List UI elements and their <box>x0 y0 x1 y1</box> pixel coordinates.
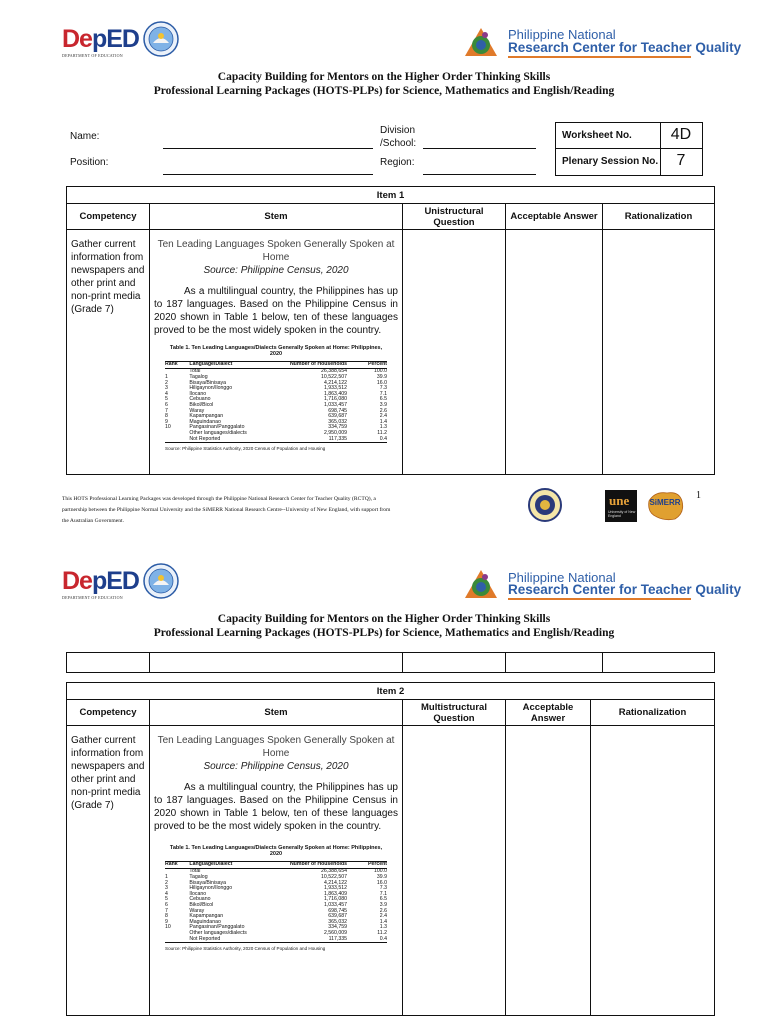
language-table-cell-percent: 6.5 <box>379 396 387 403</box>
item2-header-question: Multistructural Question <box>403 700 506 726</box>
language-table-cell-rank: 10 <box>165 424 171 431</box>
document-title <box>0 70 768 98</box>
language-table-cell-language: Kapampangan <box>189 913 224 920</box>
rctq-name-line1: Philippine National <box>508 27 616 42</box>
item1-stem-source: Source: Philippine Census, 2020 <box>203 265 349 276</box>
language-table-cell-percent: 2.6 <box>379 407 387 414</box>
item1-title: Item 1 <box>67 187 715 204</box>
item2-language-table <box>165 845 387 953</box>
language-table-cell-percent: 16.0 <box>376 879 387 886</box>
item2-table <box>66 682 715 1016</box>
item1-stem-paragraph: As a multilingual country, the Philippines has up to 187 languages. Based on the Philippine Census in 2020 shown in Table 1 below, ten of these languages proved to be the most widely spoken in the country. <box>154 286 398 336</box>
language-table-cell-rank: 8 <box>165 913 168 920</box>
language-table-cell-language: Waray <box>189 407 205 414</box>
rctq-name-line2: Research Center for Teacher Quality <box>508 582 742 597</box>
language-table-cell-percent: 7.1 <box>379 390 387 397</box>
item1-header-question: Unistructural Question <box>403 204 506 230</box>
item1-question-cell[interactable] <box>403 230 506 475</box>
language-table-cell-households: 698,745 <box>328 407 348 414</box>
language-table-cell-households: 26,388,654 <box>321 368 348 375</box>
language-table-cell-percent: 1.3 <box>379 924 387 931</box>
language-table-cell-language: Bikol/Bicol <box>189 401 214 408</box>
page-2 <box>0 548 768 1024</box>
language-table-cell-rank <box>165 937 189 943</box>
rctq-underline <box>508 56 691 58</box>
session-value: 7 <box>676 152 686 169</box>
language-table-cell-rank: 3 <box>165 885 168 892</box>
deped-seal-icon <box>143 563 179 599</box>
item2-title: Item 2 <box>67 683 715 700</box>
language-table-cell-percent: 2.4 <box>379 913 387 920</box>
item2-question-cell[interactable] <box>403 726 506 1016</box>
language-table-cell-households: 639,687 <box>328 413 348 420</box>
worksheet-box-divider <box>555 148 702 149</box>
language-table-cell-households: 10,522,507 <box>321 374 348 380</box>
language-table-cell-rank: 4 <box>165 390 168 397</box>
language-table-cell-rank: 9 <box>165 418 168 425</box>
division-school-field[interactable] <box>423 148 536 149</box>
deped-seal-icon <box>143 21 179 57</box>
item2-stem-heading: Ten Leading Languages Spoken Generally Spoken at Home <box>157 735 395 759</box>
language-table-cell-percent: 1.4 <box>379 918 387 925</box>
language-table-cell-households: 1,033,457 <box>323 401 348 408</box>
blank-cell[interactable] <box>150 653 403 673</box>
language-table-row <box>165 937 387 943</box>
language-table-cell-language: Waray <box>189 907 205 914</box>
item2-stem-cell <box>150 726 403 1016</box>
position-field[interactable] <box>163 174 373 175</box>
language-table-cell-rank: 2 <box>165 379 168 386</box>
language-table-cell-households: 1,716,080 <box>323 396 348 403</box>
une-logo-subtitle: University of New England <box>608 510 636 518</box>
item1-competency-cell: Gather current information from newspapers and other print and non-print media (Grade 7) <box>67 230 150 475</box>
une-logo-text: une <box>609 493 630 508</box>
item2-language-table-source: Source: Philippine Statistics Authority, 2020 Census of Population and Housing <box>165 946 326 952</box>
language-table-cell-rank: 1 <box>165 874 168 880</box>
language-table-cell-percent: 7.3 <box>379 885 387 892</box>
language-table-cell-rank: 1 <box>165 374 168 380</box>
blank-cell[interactable] <box>506 653 603 673</box>
language-table-cell-households: 1,933,512 <box>323 385 348 392</box>
language-table-cell-language: Hiligaynon/Ilonggo <box>189 385 233 392</box>
language-table-cell-percent: 2.6 <box>379 907 387 914</box>
item2-language-table-title: Table 1. Ten Leading Languages/Dialects Generally Spoken at Home: Philippines, 2020 <box>169 845 383 858</box>
language-table-cell-households: 1,863,409 <box>323 390 348 397</box>
session-label: Plenary Session No. <box>562 156 659 167</box>
item2-stem-paragraph: As a multilingual country, the Philippines has up to 187 languages. Based on the Philippine Census in 2020 shown in Table 1 below, ten of these languages proved to be the most widely spoken in the country. <box>154 782 398 832</box>
language-table-cell-percent: 39.9 <box>376 374 387 380</box>
language-table-cell-language: Total <box>189 868 201 875</box>
item2-header-competency: Competency <box>67 700 150 726</box>
col-rank: Rank <box>165 861 189 869</box>
language-table-cell-percent: 7.3 <box>379 385 387 392</box>
une-logo <box>605 490 637 522</box>
pnu-seal-icon <box>528 488 562 522</box>
language-table-cell-language: Hiligaynon/Ilonggo <box>189 885 233 892</box>
item2-header-rationale: Rationalization <box>591 700 715 726</box>
language-table-cell-percent: 11.2 <box>377 429 387 436</box>
language-table-cell-rank: 5 <box>165 896 168 903</box>
item1-answer-cell[interactable] <box>506 230 603 475</box>
deped-logo-subtitle: DEPARTMENT OF EDUCATION <box>62 53 123 58</box>
item1-stem-heading: Ten Leading Languages Spoken Generally Spoken at Home <box>157 239 395 263</box>
item2-stem-source: Source: Philippine Census, 2020 <box>203 761 349 772</box>
rctq-name-line1: Philippine National <box>508 570 616 585</box>
language-table-cell-households: 334,759 <box>328 924 348 931</box>
language-table-cell-rank: 7 <box>165 907 168 914</box>
blank-row-table <box>66 652 715 673</box>
deped-logo-subtitle: DEPARTMENT OF EDUCATION <box>62 595 123 600</box>
title-line-2: Professional Learning Packages (HOTS-PLPs) for Science, Mathematics and English/Reading <box>153 627 615 639</box>
language-table-cell-rank: 5 <box>165 396 168 403</box>
language-table-row <box>165 437 387 443</box>
division-label <box>380 124 416 150</box>
item1-header-rationale: Rationalization <box>603 204 715 230</box>
language-table-cell-households: 4,214,122 <box>323 879 348 886</box>
rctq-logo-icon <box>463 26 499 58</box>
language-table-cell-percent: 39.9 <box>376 874 387 880</box>
language-table-cell-households: 365,032 <box>328 918 348 925</box>
language-table-cell-percent: 1.4 <box>379 418 387 425</box>
language-table-cell-language: Other languages/dialects <box>189 429 247 436</box>
deped-logo <box>62 25 139 62</box>
position-label: Position: <box>70 157 109 168</box>
language-table-cell-households: 4,214,122 <box>323 379 348 386</box>
language-table-cell-households: 26,388,654 <box>321 868 348 875</box>
language-table-cell-households: 365,032 <box>328 418 348 425</box>
blank-cell[interactable] <box>603 653 715 673</box>
item1-language-table-source: Source: Philippine Statistics Authority, 2020 Census of Population and Housing <box>165 446 326 452</box>
col-language: Language/Dialect <box>189 361 289 369</box>
language-table-cell-households: 639,687 <box>328 913 348 920</box>
language-table-cell-percent: 0.4 <box>347 937 387 943</box>
language-table-cell-language: Bisaya/Binisaya <box>189 879 227 886</box>
rctq-logo-icon <box>463 568 499 600</box>
title-line-2: Professional Learning Packages (HOTS-PLPs) for Science, Mathematics and English/Reading <box>153 85 615 97</box>
item2-header-stem: Stem <box>150 700 403 726</box>
language-table-cell-language: Tagalog <box>189 874 208 880</box>
simerr-logo-text: SiMERR <box>649 498 681 507</box>
col-rank: Rank <box>165 361 189 369</box>
language-table-cell-rank: 7 <box>165 407 168 414</box>
language-table-cell-rank: 8 <box>165 413 168 420</box>
simerr-logo-icon <box>645 487 685 523</box>
language-table-cell-language: Pangasinan/Panggalato <box>189 924 245 931</box>
language-table-cell-households: 698,745 <box>328 907 348 914</box>
language-table-cell-percent: 3.9 <box>379 901 387 908</box>
language-table-cell-households: 1,933,512 <box>323 885 348 892</box>
col-percent: Percent <box>347 861 387 869</box>
rctq-name-line2: Research Center for Teacher Quality <box>508 40 742 55</box>
item1-language-table-title: Table 1. Ten Leading Languages/Dialects Generally Spoken at Home: Philippines, 2020 <box>169 345 383 358</box>
blank-cell[interactable] <box>67 653 150 673</box>
language-table-cell-households: 10,522,507 <box>321 874 348 880</box>
language-table-cell-language: Pangasinan/Panggalato <box>189 424 245 431</box>
language-table-cell-rank: 2 <box>165 879 168 886</box>
language-table-cell-rank <box>165 437 189 443</box>
language-table-cell-language: Ilocano <box>189 390 207 397</box>
item1-header-stem: Stem <box>150 204 403 230</box>
language-table-cell-households: 117,335 <box>289 937 347 943</box>
item1-stem-cell <box>150 230 403 475</box>
language-table-cell-rank: 6 <box>165 401 168 408</box>
language-table-cell-language: Cebuano <box>189 896 211 903</box>
region-field[interactable] <box>423 174 536 175</box>
language-table-cell-percent: 100.0 <box>374 868 387 875</box>
footer-text: This HOTS Professional Learning Packages was developed through the Philippine National Research Center for Teacher Quality (RCTQ), a partnership between the Philippine Normal University and the SiMERR National Research Centre--University of New England, with support from the Australian Government. <box>62 496 391 524</box>
col-households: Number of Households <box>289 361 347 369</box>
division-label-line2: /School: <box>380 138 417 149</box>
item2-header-answer: Acceptable Answer <box>506 700 591 726</box>
item1-table <box>66 186 715 475</box>
language-table-cell-language: Bikol/Bicol <box>189 901 214 908</box>
language-table-cell-language: Other languages/dialects <box>189 929 247 936</box>
language-table-cell-households: 334,759 <box>328 424 348 431</box>
document-title <box>0 612 768 640</box>
language-table-cell-language: Not Reported <box>189 437 289 443</box>
language-table-cell-percent: 1.3 <box>379 424 387 431</box>
language-table-cell-rank: 10 <box>165 924 171 931</box>
language-table-cell-percent: 16.0 <box>376 379 387 386</box>
title-line-1: Capacity Building for Mentors on the Higher Order Thinking Skills <box>217 613 551 625</box>
col-language: Language/Dialect <box>189 861 289 869</box>
item2-answer-cell[interactable] <box>506 726 591 1016</box>
language-table-cell-households: 1,716,080 <box>323 896 348 903</box>
col-households: Number of Households <box>289 861 347 869</box>
deped-logo <box>62 567 139 604</box>
item2-competency-cell: Gather current information from newspapers and other print and non-print media (Grade 7) <box>67 726 150 1016</box>
language-table-cell-rank: 4 <box>165 890 168 897</box>
language-table-cell-percent: 0.4 <box>347 437 387 443</box>
language-table-cell-rank: 3 <box>165 385 168 392</box>
language-table-cell-households: 2,950,009 <box>323 429 348 436</box>
deped-logo-text: DepED <box>62 25 139 53</box>
deped-logo-text: DepED <box>62 567 139 595</box>
name-label: Name: <box>70 131 100 142</box>
item2-rationale-cell[interactable] <box>591 726 715 1016</box>
col-percent: Percent <box>347 361 387 369</box>
language-table-cell-percent: 6.5 <box>379 896 387 903</box>
item1-header-answer: Acceptable Answer <box>506 204 603 230</box>
language-table-cell-percent: 100.0 <box>374 368 387 375</box>
language-table-cell-percent: 11.2 <box>377 929 387 936</box>
title-line-1: Capacity Building for Mentors on the Higher Order Thinking Skills <box>217 71 551 83</box>
language-table-cell-rank: 9 <box>165 918 168 925</box>
language-table-cell-language: Ilocano <box>189 890 207 897</box>
language-table-cell-percent: 3.9 <box>379 401 387 408</box>
language-table-cell-percent: 7.1 <box>379 890 387 897</box>
language-table-cell-language: Tagalog <box>189 374 208 380</box>
region-label: Region: <box>380 157 415 168</box>
item1-language-table <box>165 345 387 453</box>
language-table-cell-rank: 6 <box>165 901 168 908</box>
language-table-cell-language: Total <box>189 368 201 375</box>
page-number: 1 <box>696 490 701 501</box>
item1-rationale-cell[interactable] <box>603 230 715 475</box>
language-table-cell-language: Kapampangan <box>189 413 224 420</box>
language-table-cell-language: Maguindanao <box>189 918 221 925</box>
language-table-cell-households: 1,033,457 <box>323 901 348 908</box>
language-table-cell-percent: 2.4 <box>379 413 387 420</box>
worksheet-label: Worksheet No. <box>562 130 632 141</box>
language-table-cell-households: 1,863,409 <box>323 890 348 897</box>
language-table-cell-language: Bisaya/Binisaya <box>189 379 227 386</box>
blank-cell[interactable] <box>403 653 506 673</box>
name-field[interactable] <box>163 148 373 149</box>
worksheet-value: 4D <box>670 126 692 143</box>
language-table-cell-language: Maguindanao <box>189 418 221 425</box>
language-table-cell-language: Not Reported <box>189 937 289 943</box>
language-table-cell-households: 2,560,009 <box>323 929 348 936</box>
item1-header-competency: Competency <box>67 204 150 230</box>
language-table-cell-language: Cebuano <box>189 396 211 403</box>
division-label-line1: Division <box>380 125 416 136</box>
rctq-underline <box>508 598 691 600</box>
language-table-cell-households: 117,335 <box>289 437 347 443</box>
